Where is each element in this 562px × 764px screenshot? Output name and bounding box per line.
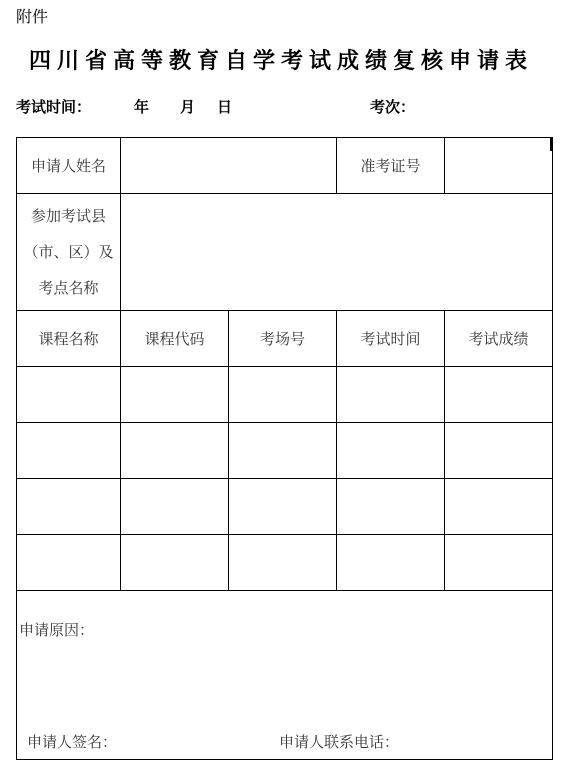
course-code-cell[interactable] [121,367,229,423]
exam-room-cell[interactable] [229,423,337,479]
column-exam-score: 考试成绩 [445,311,553,367]
exam-score-cell[interactable] [445,367,553,423]
exam-score-cell[interactable] [445,535,553,591]
exam-time-cell[interactable] [337,423,445,479]
ticket-number-field[interactable] [445,138,553,194]
exam-time-cell[interactable] [337,479,445,535]
exam-score-cell[interactable] [445,423,553,479]
application-form-table [16,137,553,760]
exam-time-label: 考试时间： [16,98,92,116]
course-name-cell[interactable] [17,535,121,591]
column-course-code: 课程代码 [121,311,229,367]
exam-room-cell[interactable] [229,479,337,535]
column-exam-room: 考场号 [229,311,337,367]
applicant-name-label: 申请人姓名 [17,138,121,194]
course-name-cell[interactable] [17,479,121,535]
course-name-cell[interactable] [17,367,121,423]
reason-label: 申请原因： [19,621,95,639]
course-code-cell[interactable] [121,423,229,479]
county-label-line-2: （市、区）及 [23,243,114,261]
applicant-name-field[interactable] [121,138,337,194]
form-title: 四川省高等教育自学考试成绩复核申请表 [28,48,533,74]
exam-room-cell[interactable] [229,367,337,423]
phone-label: 申请人联系电话： [279,733,400,751]
county-label-line-1: 参加考试县 [30,207,106,225]
month-label: 月 [180,98,196,116]
exam-time-cell[interactable] [337,535,445,591]
county-label-line-3: 考点名称 [38,279,99,297]
county-venue-field[interactable] [121,194,553,311]
county-venue-label [17,194,121,311]
column-exam-time: 考试时间 [337,311,445,367]
course-code-cell[interactable] [121,479,229,535]
table-row [17,423,553,479]
table-row [17,535,553,591]
exam-score-cell[interactable] [445,479,553,535]
year-label: 年 [134,98,150,116]
reason-section[interactable] [17,591,553,760]
course-name-cell[interactable] [17,423,121,479]
table-row [17,367,553,423]
signature-label: 申请人签名： [27,733,118,751]
column-course-name: 课程名称 [17,311,121,367]
border-mark [550,137,553,151]
day-label: 日 [217,98,233,116]
exam-time-cell[interactable] [337,367,445,423]
attachment-label: 附件 [16,7,49,26]
table-row [17,479,553,535]
exam-session-label: 考次： [370,98,416,116]
exam-room-cell[interactable] [229,535,337,591]
course-code-cell[interactable] [121,535,229,591]
ticket-number-label: 准考证号 [337,138,445,194]
